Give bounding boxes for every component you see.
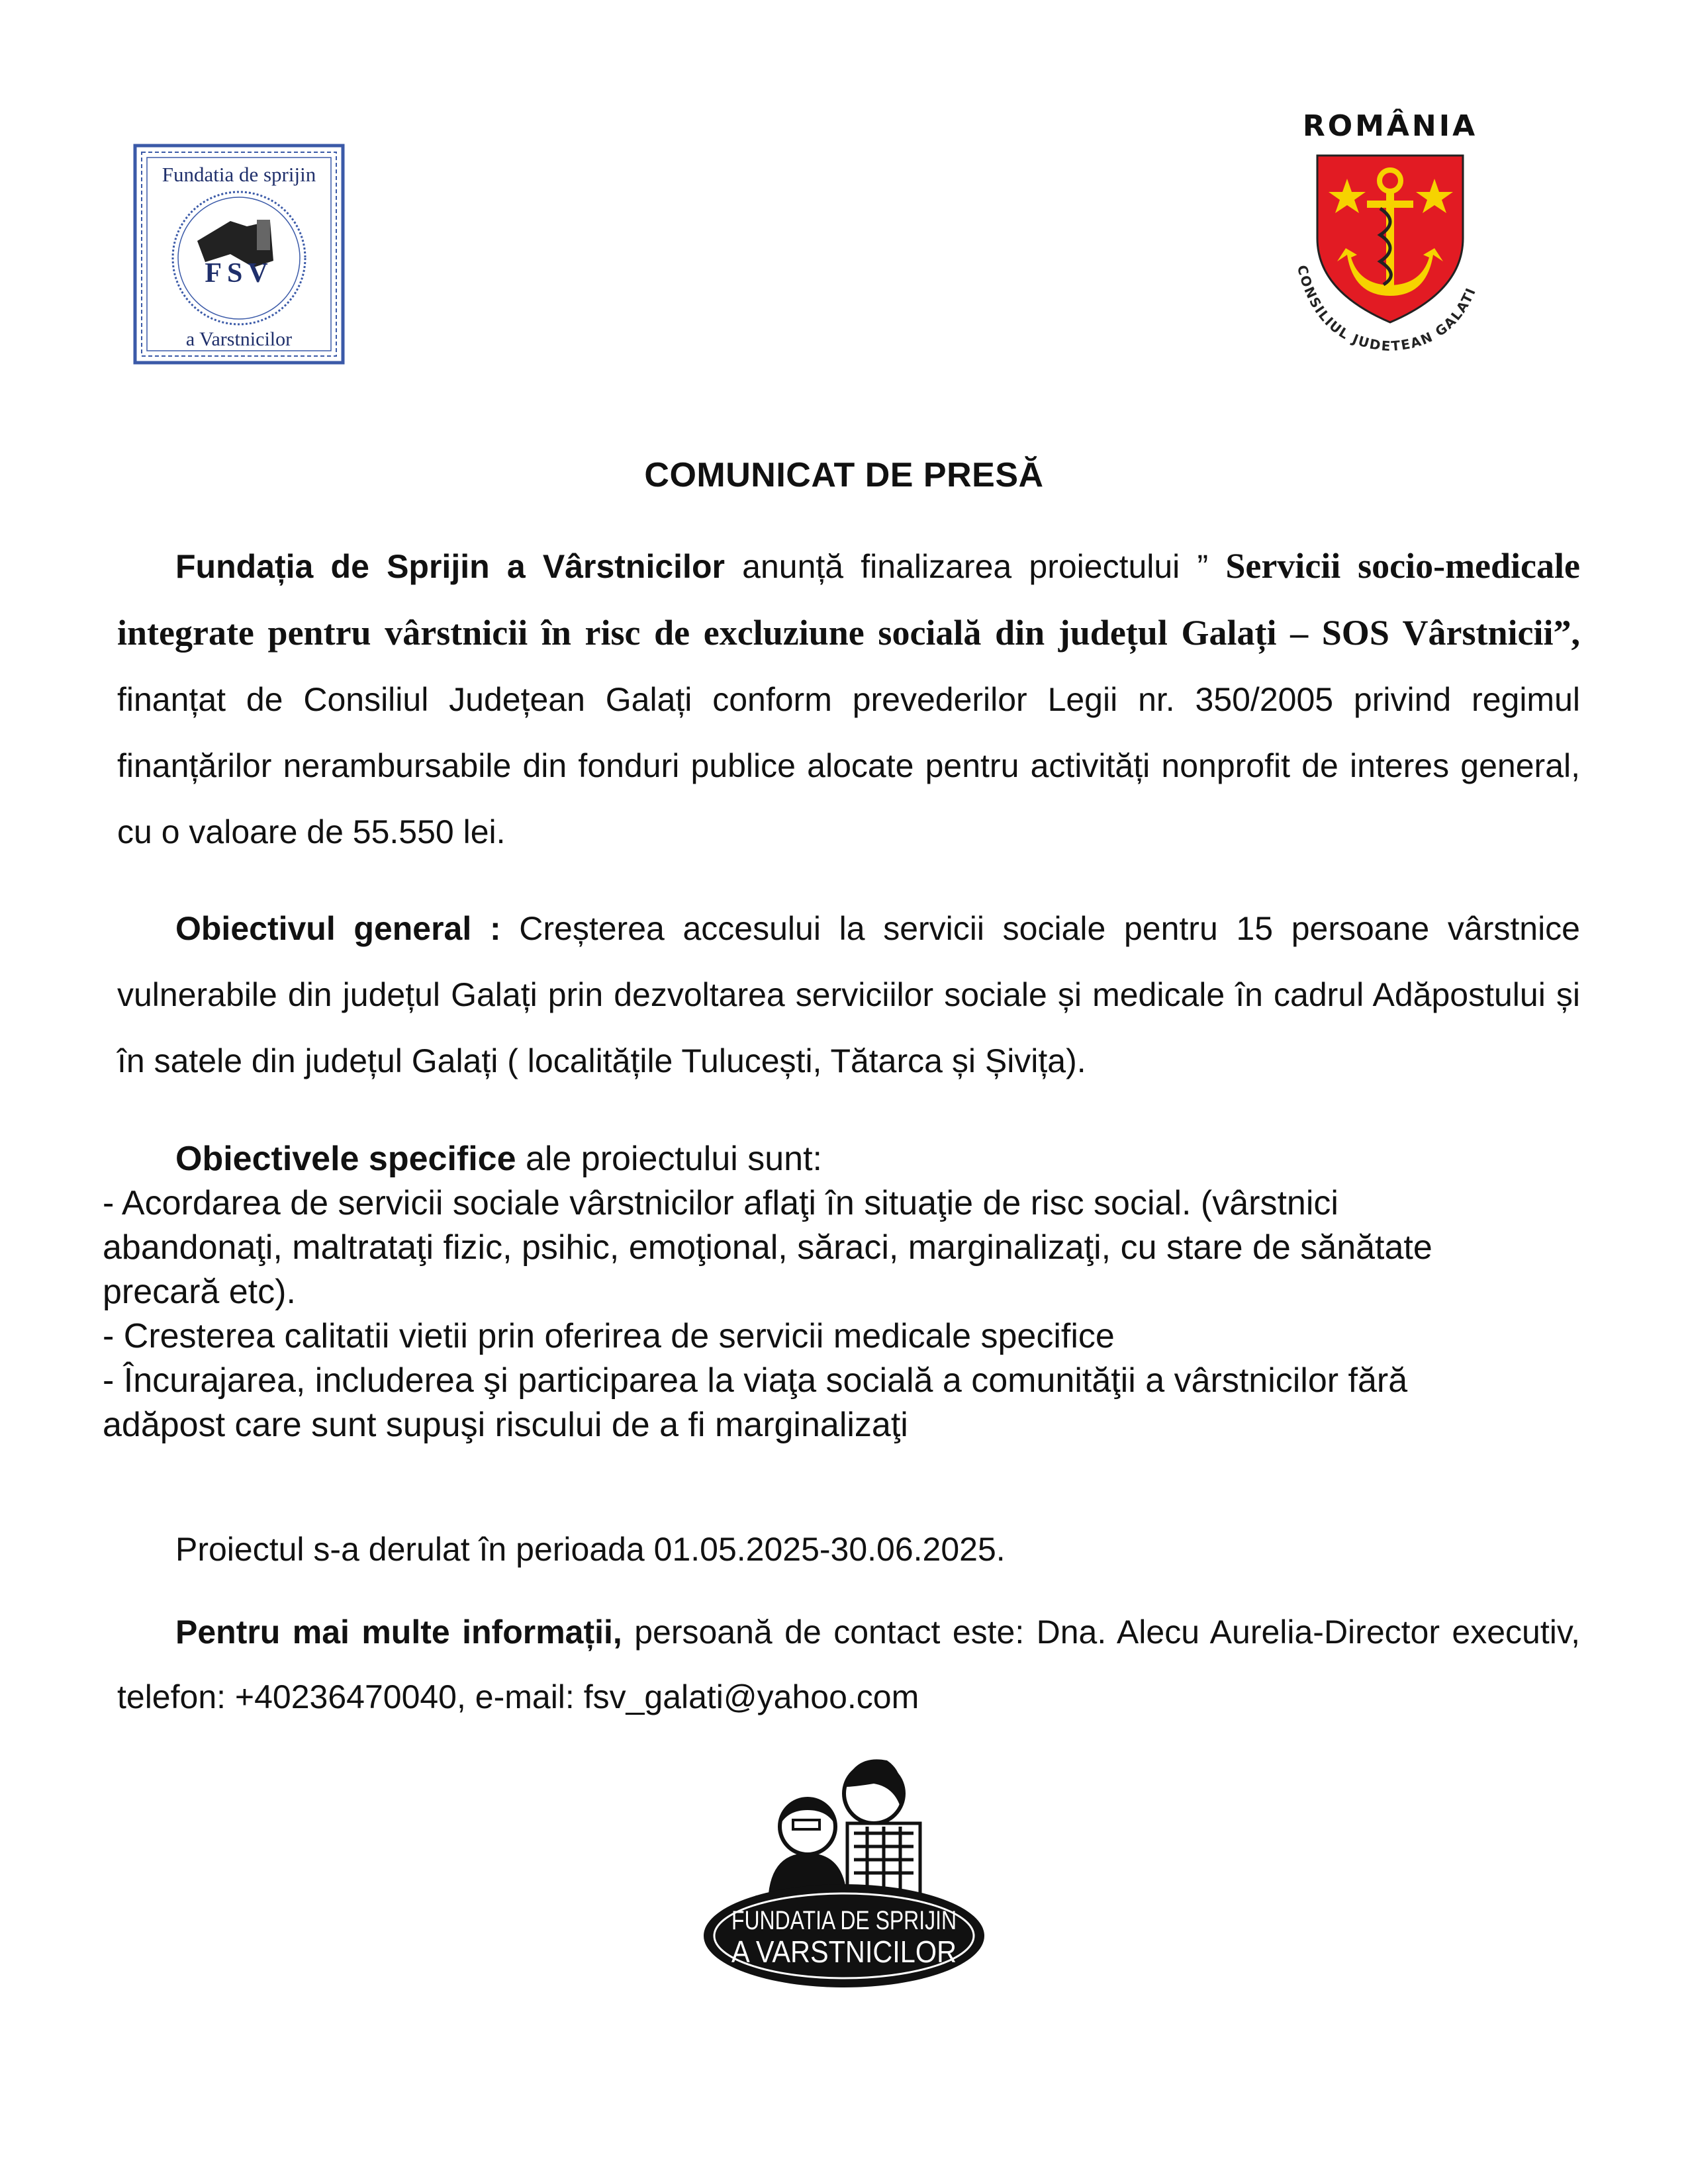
list-item: - Încurajarea, includerea şi participarea la viaţa socială a comunităţii a vârstnicilor fără: [103, 1361, 1408, 1400]
specific-objectives: [103, 1137, 1585, 1447]
list-item: adăpost care sunt supuşi riscului de a fi marginalizaţi: [103, 1406, 908, 1444]
cj-galati-logo: [1281, 109, 1499, 361]
fsv-logo-bottom-text: a Varstnicilor: [185, 328, 293, 350]
list-item: - Cresterea calitatii vietii prin oferirea de servicii medicale specifice: [103, 1317, 1115, 1355]
specific-objectives-label: Obiectivele specifice: [175, 1140, 516, 1178]
intro-paragraph: [117, 533, 1580, 865]
intro-text-1: anunță finalizarea proiectului ”: [724, 548, 1226, 585]
general-objective-text: Creșterea accesului la servicii sociale pentru 15 persoane vârstnice vulnerabile din județul Galați prin dezvoltarea serviciilor sociale și medicale în cadrul Adăpostului și în satele din județul Galați ( localitățile Tulucești, Tătarca și Șivița).: [117, 910, 1580, 1079]
contact-label: Pentru mai multe informații,: [175, 1614, 622, 1651]
page-title: COMUNICAT DE PRESĂ: [644, 456, 1044, 494]
intro-text-2: finanțat de Consiliul Județean Galați conform prevederilor Legii nr. 350/2005 privind regimul finanțărilor nerambursabile din fonduri publice alocate pentru activități nonprofit de interes general, cu o valoare de 55.550 lei.: [117, 681, 1580, 850]
project-name: Servicii socio-medicale integrate pentru vârstnicii în risc de excluziune socială din județul Galați – SOS Vârstnicii”,: [117, 546, 1580, 653]
project-period: Proiectul s-a derulat în perioada 01.05.2025-30.06.2025.: [175, 1531, 1006, 1568]
specific-objectives-intro: ale proiectului sunt:: [516, 1140, 822, 1178]
elderly-couple-icon: [768, 1759, 920, 1906]
contact-text: persoană de contact este: Dna. Alecu Aurelia-Director executiv, telefon: +40236470040, e-mail: fsv_galati@yahoo.com: [117, 1614, 1580, 1715]
bottom-logo-line1: FUNDATIA DE SPRIJIN: [731, 1906, 957, 1935]
general-objective-label: Obiectivul general :: [175, 910, 501, 947]
fsv-logo-top-text: Fundatia de sprijin: [162, 163, 316, 186]
bottom-logo-line2: A VARSTNICILOR: [731, 1934, 957, 1969]
list-item: precară etc).: [103, 1273, 296, 1311]
romania-label: ROMÂNIA: [1302, 109, 1478, 143]
fsv-bottom-logo: [695, 1747, 993, 1992]
list-item: abandonaţi, maltrataţi fizic, psihic, emoţional, săraci, marginalizaţi, cu stare de sănătate: [103, 1228, 1432, 1267]
org-name: Fundația de Sprijin a Vârstnicilor: [175, 548, 725, 585]
contact-paragraph: [117, 1600, 1580, 1729]
list-item: - Acordarea de servicii sociale vârstnicilor aflaţi în situaţie de risc social. (vârstnici: [103, 1184, 1338, 1222]
general-objective-paragraph: [117, 895, 1580, 1094]
specific-objectives-heading: [103, 1137, 1585, 1181]
cj-galati-arc-text: CONSILIUL JUDETEAN GALATI: [1293, 263, 1479, 355]
fsv-logo-initials: FSV: [205, 258, 273, 289]
fsv-logo: [131, 142, 347, 367]
